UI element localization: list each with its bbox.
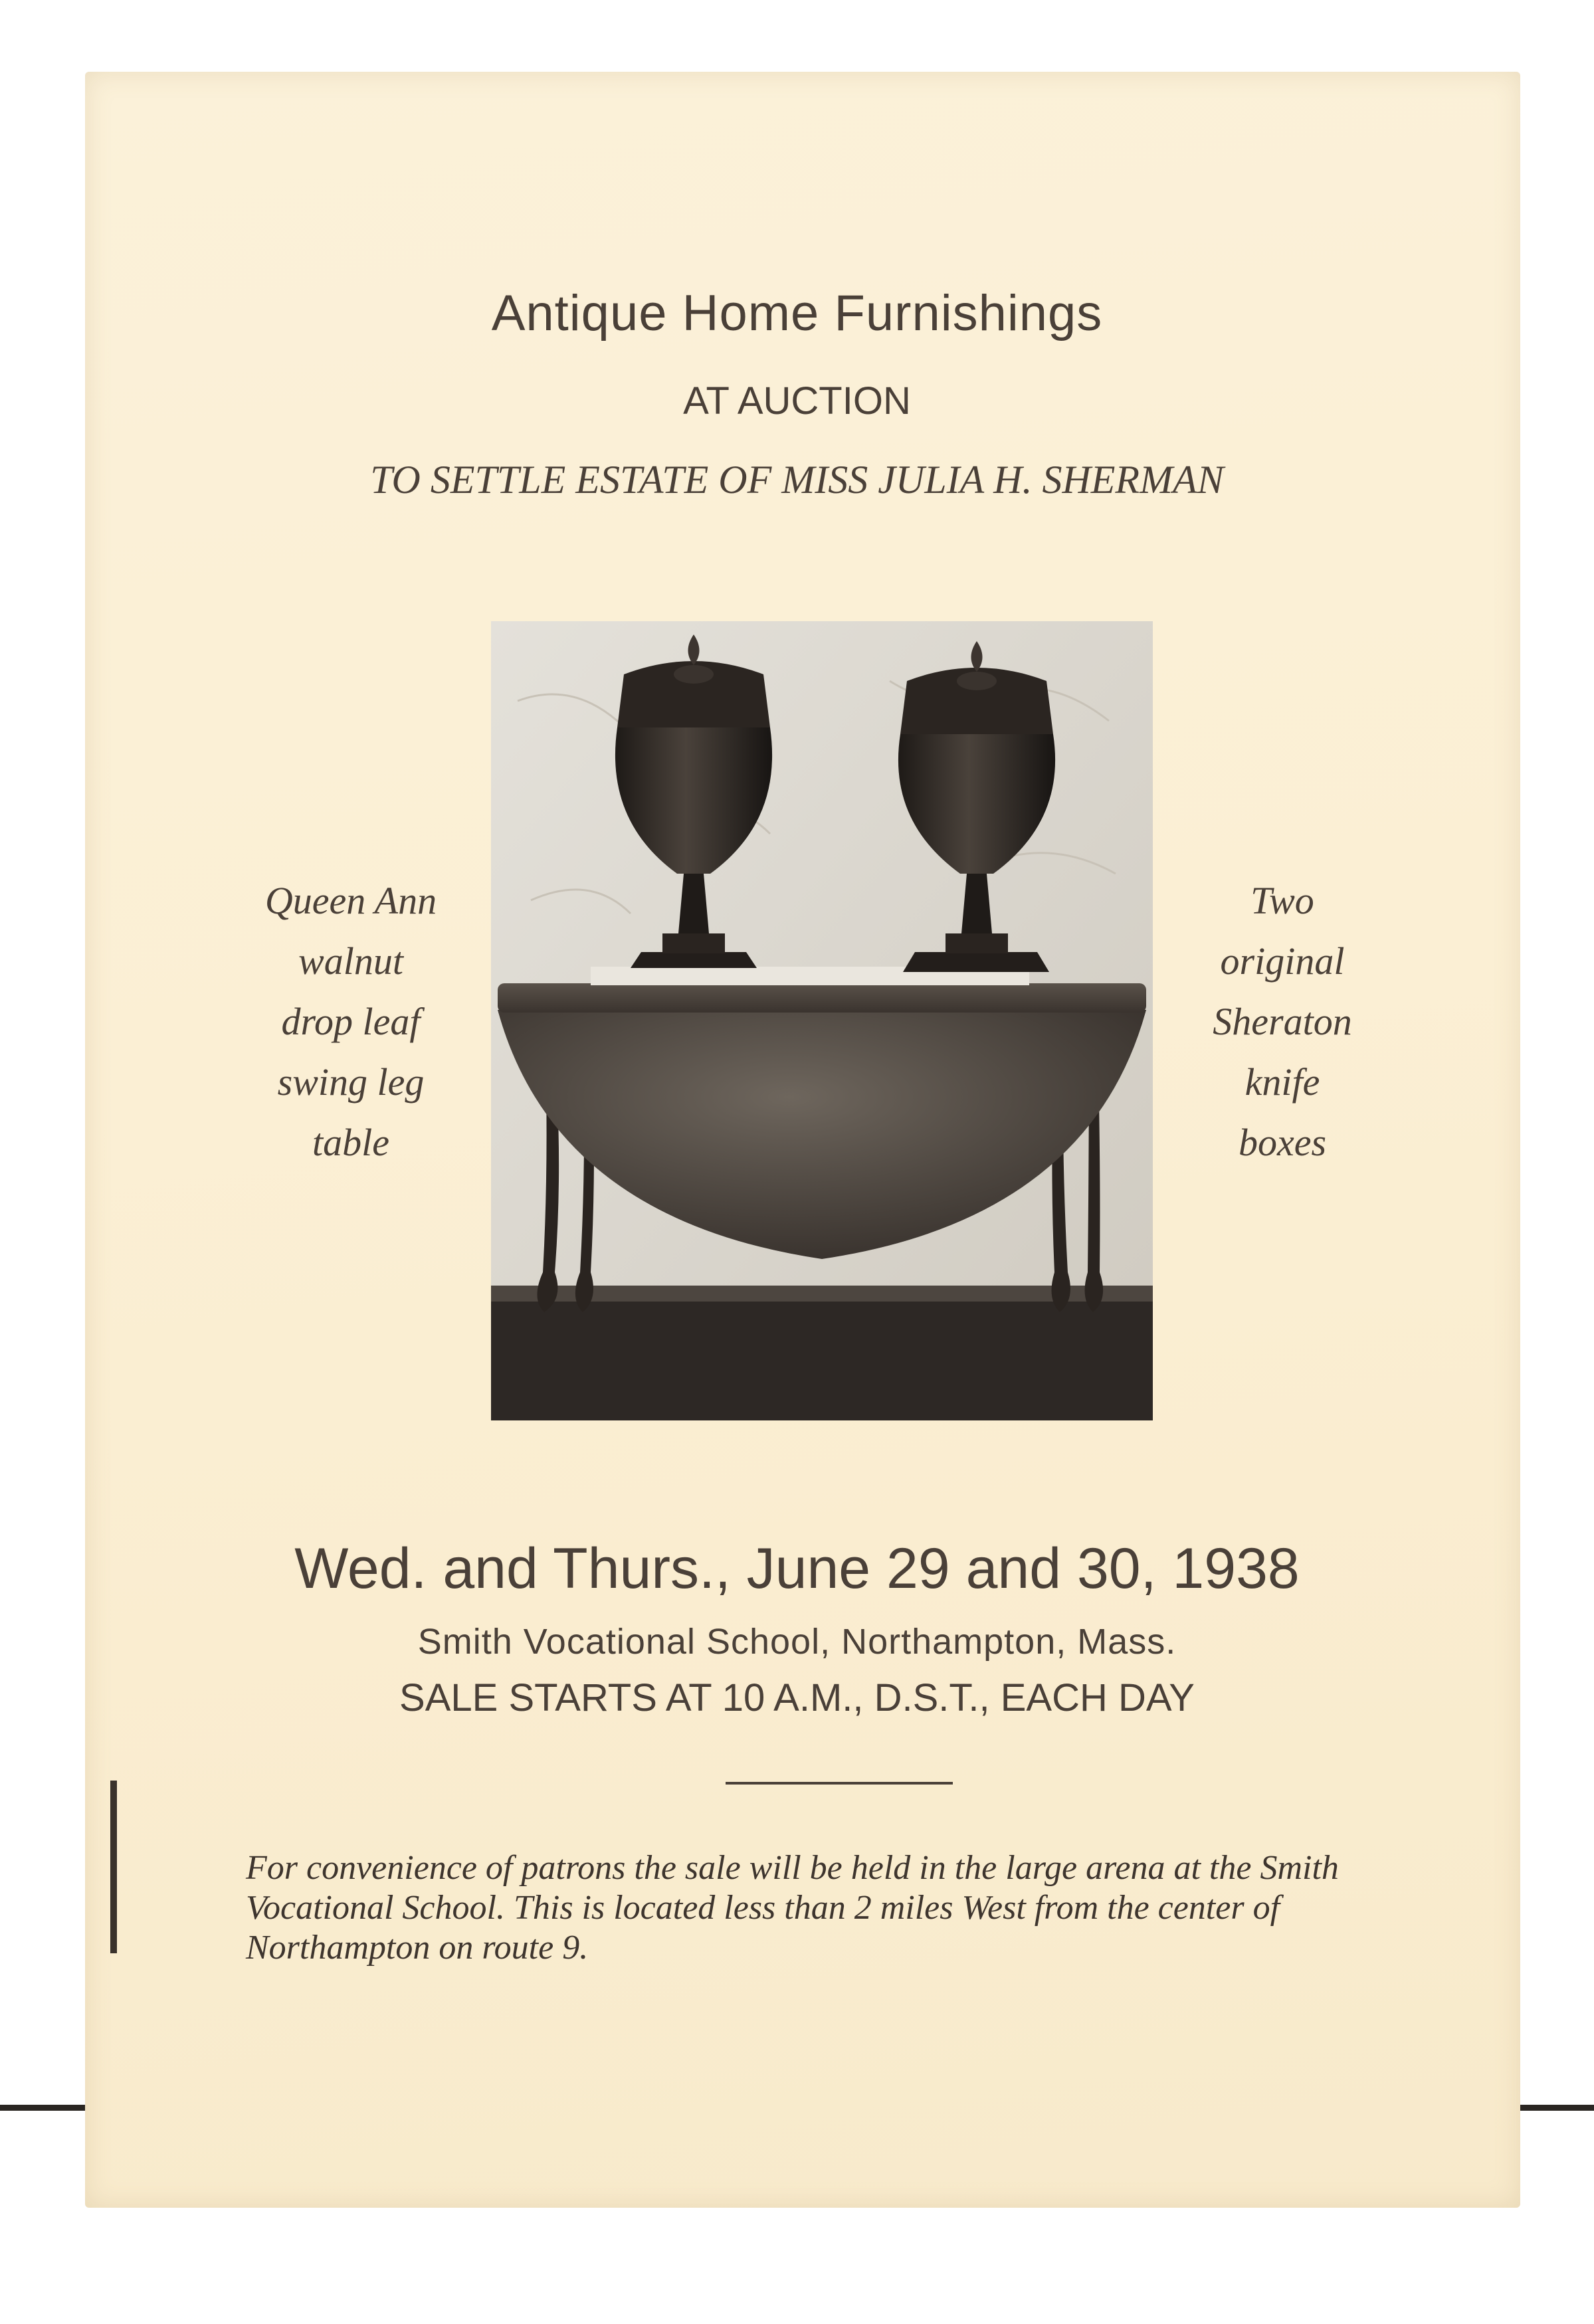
caption-left-line: drop leaf (281, 1000, 421, 1043)
caption-right-line: knife (1245, 1060, 1320, 1104)
caption-right-line: Two (1250, 879, 1314, 922)
furniture-photo (491, 621, 1153, 1420)
note-line: For convenience of patrons the sale will be held in the large arena at the Smith (246, 1849, 1339, 1887)
caption-left-line: Queen Ann (264, 879, 437, 922)
divider (726, 1782, 953, 1785)
sale-start-time: SALE STARTS AT 10 A.M., D.S.T., EACH DAY (399, 1676, 1195, 1719)
caption-left-line: swing leg (277, 1060, 425, 1104)
caption-left-line: walnut (298, 939, 403, 983)
caption-right-line: original (1220, 939, 1345, 983)
note-line: Northampton on route 9. (246, 1929, 589, 1967)
estate-line: TO SETTLE ESTATE OF MISS JULIA H. SHERMAN (370, 458, 1224, 502)
caption-right-line: boxes (1238, 1121, 1327, 1164)
auction-subtitle: AT AUCTION (683, 379, 911, 423)
note-line: Vocational School. This is located less than 2 miles West from the center of (246, 1889, 1280, 1927)
caption-right (1196, 870, 1369, 1173)
caption-left (264, 870, 437, 1173)
binding-staple (110, 1781, 117, 1953)
catalog-title: Antique Home Furnishings (491, 285, 1103, 341)
sale-location: Smith Vocational School, Northampton, Mass. (417, 1622, 1177, 1662)
directions-note (246, 1848, 1455, 1968)
sale-dates: Wed. and Thurs., June 29 and 30, 1938 (294, 1537, 1300, 1600)
caption-left-line: table (312, 1121, 389, 1164)
caption-right-line: Sheraton (1213, 1000, 1352, 1043)
